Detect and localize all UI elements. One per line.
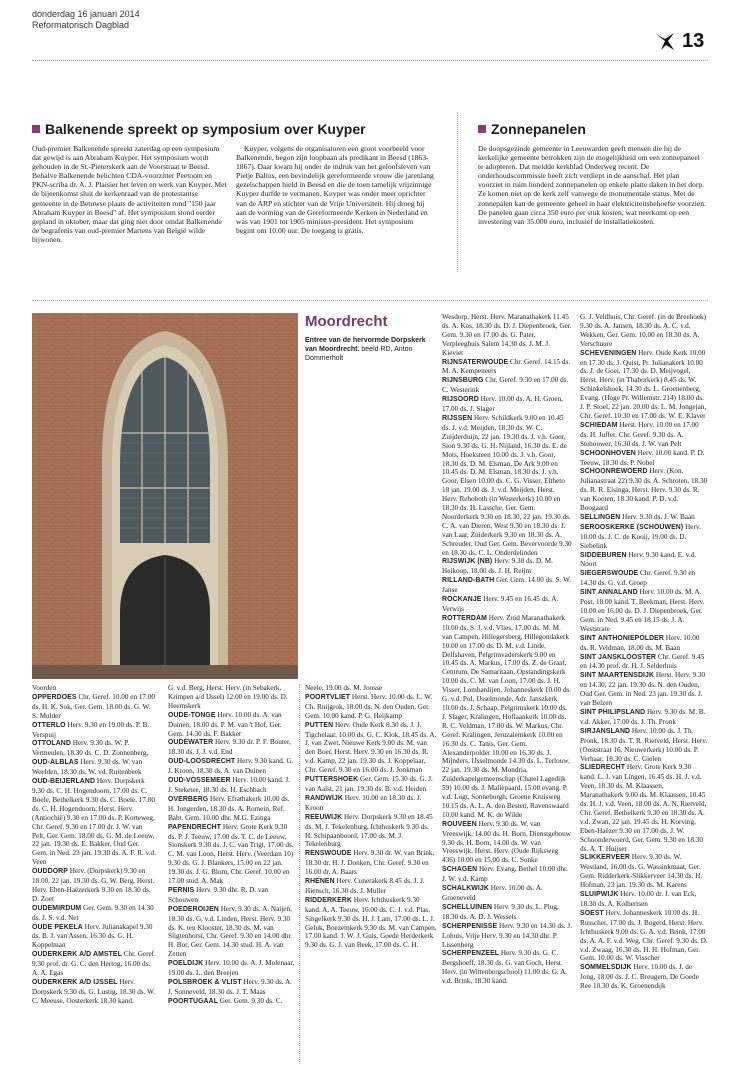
service-details: Herv. 10.00 ds. J. de Jong, 18.00 ds. J. C. Breugem, De Goede Ree 10.30 ds. K. Groenendijk bbox=[580, 963, 699, 991]
service-details: Herv. 10.00 en 18.30 ds. J. Kroon bbox=[305, 793, 422, 812]
church-listing-entry bbox=[442, 884, 572, 903]
church-listing-entry bbox=[442, 576, 572, 595]
church-listing-entry bbox=[442, 614, 572, 820]
church-listing-entry bbox=[580, 513, 708, 523]
listings-column-2 bbox=[168, 684, 296, 1064]
church-listing-entry bbox=[580, 449, 708, 468]
service-details: Herv. Evang. Bethel 10.00 dhr. J. W. v.d. Kamp bbox=[442, 865, 568, 884]
service-details: Chr. Geref. 9.30 en 14.30 ds. G. v.d. Groep bbox=[580, 569, 696, 588]
service-details: Herv. 9.30 ds. M. B. v.d. Akker, 17.00 ds. J. Th. Pronk bbox=[580, 707, 706, 726]
service-details: Herv. Oude Kerk 8.30 ds. J. J. Tigchelaar, 10.00 ds. G. C. Klok, 18.45 ds. A. J. van Zwet, Nieuwe Kerk 9.00 ds. M. van den Boer, Herst. Herv. 9.30 en 16.30 ds. R. v.d. Kamp, 22 jan. 19.30 ds. J. Koppelaar, Chr. Geref. 9.30 en 16.00 ds. J. Jonkman bbox=[305, 720, 437, 775]
place-name: SCHOONREWOERD bbox=[580, 468, 648, 476]
place-name: ROCKANJE bbox=[442, 596, 482, 604]
service-details: Herv. 9.45 en 16.45 ds. A. Verwijs bbox=[442, 595, 559, 613]
service-details: Herst. Herv. 10.00 en 17.00 ds. H. Juffer, Chr. Geref. 9.30 ds. A. Stehouwer, 16.30 ds. J. W. van Pelt bbox=[580, 420, 699, 448]
church-listing-entry bbox=[580, 763, 708, 853]
church-listing-entry bbox=[305, 877, 437, 896]
service-details: Herv. Efrathakerk 10.00 ds. H. Jongerden, 18.30 ds. A. Romein, Ref. Babt. Gem. 10.00 dhr. M.G. Ezinga bbox=[168, 794, 290, 822]
column-divider bbox=[299, 684, 300, 1064]
service-details: Chr. Geref. 14.15 ds. M. A. Kempeneers bbox=[442, 357, 571, 376]
listings-column-3 bbox=[305, 684, 437, 1064]
place-name: PUTTERSHOEK bbox=[305, 776, 359, 784]
photo-caption bbox=[305, 336, 435, 363]
church-listing-entry bbox=[32, 739, 156, 758]
place-name: SELLINGEN bbox=[580, 513, 621, 521]
church-listing-entry bbox=[305, 794, 437, 813]
church-listing-entry bbox=[168, 795, 296, 823]
place-name: POLSBROEK & VLIST bbox=[168, 979, 242, 986]
service-details: Chr. Geref. 9.30 prof. dr. G. C. den Hertog, 16.00 ds. A. A. Egas bbox=[32, 950, 156, 978]
place-name: SINT MAARTENSDIJK bbox=[580, 672, 655, 680]
moordrecht-title: Moordrecht bbox=[305, 313, 388, 330]
service-details: Herv. Schildkerk 9.00 en 10.45 ds. J. v.d. Meijden, 18.30 ds. W. C. Zuijderduijn, 22 jan. 19.30 ds. J. v.h. Goor, Sion 9.30 ds. G. H. Nijland, 16.30 ds. E. de Mots, Hoeksteen 10.00 ds. J. v.h. Goor, 18.30 ds. D. M. Elsman, De Ark 9.00 en 10.45 ds. D. M. Elsman, 18.30 ds. J. v.h. Goor, Elsen 10.00 ds. C. G. Visser, Eltheto 18 jan. 19.00 ds. J. v.d. Meijden, Herst. Herv. Rehoboth (in Westerkerk) 10.00 en 18.30 ds. H. Lassche, Ger. Gem. Noorderkerk 9.30 en 18.30, 22 jan. 19.30 ds. C. A. van Dieren, West 9.30 en 18.30 ds. J. van Laar, Zuiderkerk 9.30 en 18.30 ds. A. Schreuder, Oud Ger. Gem. Bevervoorde 9.30 en 18.30 ds. C. L. Onderdelinden bbox=[442, 413, 572, 557]
place-name: OUDERKERK A/D IJSSEL bbox=[32, 979, 118, 986]
service-details: Chr. Geref. 9.30 en 17.00 ds. C. Westerink bbox=[442, 376, 569, 395]
place-name: ROUVEEN bbox=[442, 820, 477, 828]
service-details: Ger. Gem. 9.30 ds. C. bbox=[219, 996, 283, 1005]
church-listing-entry bbox=[168, 978, 296, 997]
place-name: SCHIEDAM bbox=[580, 421, 618, 429]
church-listing-entry bbox=[305, 849, 437, 877]
church-listing-entry bbox=[168, 959, 296, 978]
church-listing-entry bbox=[442, 595, 572, 614]
church-listing-entry bbox=[580, 708, 708, 727]
place-name: RIJNSBURG bbox=[442, 377, 484, 385]
service-details: Herv. 9.30 dr. P. F. Bouter, 18.30 ds. J. J. v.d. End bbox=[168, 738, 291, 757]
kuyper-headline: Balkenende spreekt op symposium over Kuyper bbox=[32, 121, 366, 137]
church-listing-entry bbox=[580, 853, 708, 890]
place-name: SOMMELSDIJK bbox=[580, 964, 632, 972]
service-details: Ger. Gem. 9.30 en 14.30 ds. J. S. v.d. Net bbox=[32, 903, 154, 922]
issue-date: donderdag 16 januari 2014 bbox=[32, 9, 140, 19]
zonnepanelen-body bbox=[478, 144, 706, 226]
church-listing-entry bbox=[580, 421, 708, 449]
church-listing-entry bbox=[442, 358, 572, 377]
service-details: Herv. 9.30 en 19.00 ds. P. B. Verspuij bbox=[32, 720, 150, 739]
service-details: Herst. Herv. 9.30 en 14.30, 22 jan. 19.30 ds. N. den Ouden, Oud Ger. Gem. in Ned. 23 jan. 19.30 ds. J. van Belzen bbox=[580, 671, 706, 708]
place-name: OTTOLAND bbox=[32, 740, 71, 748]
church-listing-entry bbox=[305, 775, 437, 794]
header-rule bbox=[32, 60, 708, 61]
listings-column-1 bbox=[32, 684, 156, 1064]
place-name: OUDEMIRDUM bbox=[32, 904, 82, 912]
church-listing-entry bbox=[305, 813, 437, 850]
place-name: SCHALKWIJK bbox=[442, 885, 489, 893]
service-details: G. J. Veldhuis, Chr. Geref. (in de Breehoek) 9.30 ds. A. Jansen, 18.30 ds. A. C. v.d. Wekken, Ger. Gem. 10.00 en 18.30 ds. A. Verschuure bbox=[580, 313, 707, 348]
page-number: 13 bbox=[682, 30, 705, 52]
service-details: Neele, 19.00 ds. M. Joosse bbox=[305, 684, 383, 692]
service-details: Herv. 9.30 en 14.30 ds. J. Lohuis, Vrije Herv. 9.30 en 14.30 dhr. P. Lissenberg bbox=[442, 921, 572, 949]
church-listing-entry bbox=[580, 963, 708, 991]
church-listing-entry bbox=[442, 820, 572, 866]
church-listing-entry bbox=[580, 890, 708, 909]
church-listing-entry bbox=[32, 950, 156, 978]
service-details: Herv. Dorpskerk 9.30 ds. C. H. Hogendoorn, 17.00 ds. C. Boele, Bethelkerk 9.30 ds. C. Boele, 17.00 ds. C. H. Hogendoorn, Herst. Herv. (Antiochië) 9.30 en 17.00 ds. P. Korteweg, Chr. Geref. 9.30 en 17.00 dr. J. W. van Pelt, Ger. Gem. 18.00 ds. G. M. de Leeuw, 22 jan. 19.30 ds. E. Bakker, Oud Ger. Gem. in Ned. 23 jan. 19.30 ds. A. F. R. v.d. Veen bbox=[32, 777, 156, 867]
church-listing-entry bbox=[580, 467, 708, 513]
kuyper-paragraph-2: Kuyper, volgens de organisatoren een groot voorbeeld voor Balkenende, begon zijn loopbaan als predikant in Beesd (1863-1867). Daar kwam hij onder de indruk van het geloofsleven van Pietje Baltus, een bevindelijk gereformeerde vrouw die jarenlang gezelschappen hield in Beesd en die de toen tamelijk vrijzinnige Kuyper durfde te vermanen. Kuyper was onder meer oprichter van de ARP en stichter van de Vrije Universiteit. Hij droeg bij aan de vorming van de Gereformeerde Kerken in Nederland en was van 1901 tot 1905 minister-president. Het symposium begint om 10.00 uur. De toegang is gratis. bbox=[236, 144, 434, 235]
place-name: RIJNSATERWOUDE bbox=[442, 358, 509, 366]
church-listing-entry bbox=[32, 978, 156, 1006]
church-listing-entry bbox=[168, 711, 296, 739]
service-details: Herv. 9.30 ds. J. W. Baan bbox=[622, 512, 695, 521]
church-listing-entry bbox=[442, 922, 572, 950]
service-details: Herv. 9.30 ds. A. Naijen, 18.30 ds. G. v.d. Linden, Herst. Herv. 9.30 ds. K. ten Klooster, 18.30 ds. M. van Sligtenhorst, Chr. Geref. 9.30 en 14.00 dhr. H. Bor, Ger. Gem. 14.30 stud. H. A. van Zetten bbox=[168, 904, 293, 959]
caption-text: Entree van de hervormde Dorpskerk van Moordrecht. bbox=[305, 337, 426, 353]
church-listing-entry bbox=[442, 395, 572, 414]
church-listing-entry bbox=[442, 949, 572, 986]
place-name: SIDDEBUREN bbox=[580, 551, 627, 559]
place-name: RHENEN bbox=[305, 878, 335, 886]
listings-column-4 bbox=[442, 313, 572, 1063]
service-details: Ger. Gem. 15.30 ds. G. J. van Aalst, 21 jan. 19.30 ds. B. v.d. Heiden bbox=[305, 775, 433, 793]
church-listing-entry bbox=[580, 313, 708, 349]
place-name: RIJSOORD bbox=[442, 396, 479, 404]
place-name: SLIEDRECHT bbox=[580, 764, 626, 772]
service-details: Herv. 9.30 kand. E. v.d. Noort bbox=[580, 550, 697, 569]
place-name: RIJSSEN bbox=[442, 414, 473, 422]
service-details: Chr. Geref. 9.45 en 14.30 prof. dr. H. J. Selderhuis bbox=[580, 652, 705, 671]
place-name: SCHERPENZEEL bbox=[442, 950, 500, 958]
service-details: Herv. Grote Kerk 9.30 ds. P. J. Teeuw, 17.00 ds. T. C. de Leeuw, Sionskerk 9.30 ds. J. C. van Trigt, 17.00 ds. C. M. van Loon, Herst. Herv. (Veerdam 10) 9.30 ds. G. J. Blankers, 15.00 en 22 jan. 19.30 ds. J. G. Blom, Chr. Geref. 10.00 en 17.00 stud. A. Mak bbox=[168, 822, 294, 886]
place-name: SIEGERSWOUDE bbox=[580, 570, 639, 578]
service-details: Herv. Dorpskerk 9.30 ds. G. Lustig, 18.30 ds. W. C. Meeuse, Oosterkerk 18.30 kand. bbox=[32, 978, 155, 1005]
church-listing-entry bbox=[305, 693, 437, 721]
place-name: SCHAGEN bbox=[442, 866, 478, 874]
service-details: Herv. Dorpskerk 9.30 en 18.45 ds. M. J. Tekelenburg, Ichthuskerk 9.30 ds. H. Schipaanboord, 17.00 ds. M. J. Tekelenburg bbox=[305, 812, 433, 849]
place-name: SCHERPENISSE bbox=[442, 922, 498, 930]
place-name: ROTTERDAM bbox=[442, 614, 487, 622]
church-listing-entry bbox=[580, 909, 708, 963]
service-details: Herv. 9.30 ds. W. van Vreeswijk, 14.00 ds. H. Born, Dienstgebouw 9.30 ds. H. Born, 14.00 ds. W. van Vreeswijk, Herst. Herv. (Oude Rijksweg 436) 10.00 en 15.00 ds. C. Sonke bbox=[442, 819, 571, 865]
church-listing-entry bbox=[580, 569, 708, 588]
place-name: RILLAND-BATH bbox=[442, 577, 495, 585]
church-listing-entry bbox=[168, 886, 296, 905]
church-listing-entry bbox=[168, 905, 296, 959]
service-details: Herv. 9.30 dhr. R. D. van Schouwen bbox=[168, 885, 269, 904]
place-name: RIJSWIJK (NB) bbox=[442, 558, 493, 566]
service-details: Voorden bbox=[32, 684, 57, 692]
place-name: OUD-LOOSDRECHT bbox=[168, 758, 236, 766]
service-details: Chr. Geref. 10.00 en 17.00 ds. H. K. Sok, Ger. Gem. 18.00 ds. G. W. S. Mulder bbox=[32, 692, 156, 720]
place-name: SEROOSKERKE (SCHOUWEN) bbox=[580, 523, 684, 531]
service-details: Ger. Gem. 14.00 ds. S. W. Janse bbox=[442, 576, 572, 595]
church-listing-entry bbox=[442, 376, 572, 395]
church-listing-entry bbox=[305, 721, 437, 775]
place-name: OUDDORP bbox=[32, 868, 68, 876]
church-listing-entry bbox=[32, 721, 156, 740]
service-details: Herv. 9.30 ds. D. M. Heikoop, 18.00 ds. J. H. Reijm bbox=[442, 557, 553, 576]
service-details: Herv. (Kon. Julianastraat 22) 9.30 ds. A. Schroten, 18.30 ds. R. R. Eisinga, Herst. Herv. 9.30 ds. R. van Kooten, 18.30 kand. P. D. v.d. Boogaard bbox=[580, 467, 708, 513]
church-listing-entry bbox=[580, 653, 708, 672]
service-details: Herv. Grote Kerk 9.30 kand. L. J. van Lingen, 16.45 ds. H. J. v.d. Veen, 18.30 ds. M. Klaassen, Maranathakerk 9.00 ds. M. Klaassen, 10.45 ds. H. J. v.d. Veen, 18.00 ds. A. N. Rietveld, Chr. Geref. Bethelkerk 9.30 en 18.30 ds. A. v.d. Zwan, 22 jan. 19.45 ds. H. Korving, Eben-Haëzer 9.30 en 17.00 ds. J. W. Schoonderwoerd, Ger. Gem. 9.30 en 18.30 ds. A. T. Huijser bbox=[580, 763, 707, 853]
place-name: PERNIS bbox=[168, 886, 195, 894]
service-details: Herv. 9.30 ds. L. Plug, 18.30 ds. A. D. J. Wessels bbox=[442, 902, 559, 921]
place-name: SINT ANTHONIEPOLDER bbox=[580, 634, 664, 642]
church-listing-entry bbox=[168, 757, 296, 776]
service-details: Herv. 10.00 ds. A. J. Molenaar, 19.00 ds. L. den Breejen bbox=[168, 959, 295, 978]
place-name: SIRJANSLAND bbox=[580, 727, 631, 735]
church-listing-entry bbox=[305, 684, 437, 693]
place-name: OTTERLO bbox=[32, 721, 66, 729]
service-details: Herv. 9.30 ds. A. J. Sonneveld, 18.30 ds. J. T. Maas bbox=[168, 978, 292, 996]
place-name: POORTUGAAL bbox=[168, 997, 218, 1005]
church-listing-entry bbox=[442, 414, 572, 558]
place-name: SCHELLUINEN bbox=[442, 903, 493, 911]
listings-column-5 bbox=[580, 313, 708, 1063]
place-name: OUDE-TONGE bbox=[168, 711, 216, 719]
place-name: OPPERDOES bbox=[32, 693, 77, 701]
church-listing-entry bbox=[168, 738, 296, 757]
zonnepanelen-headline: Zonnepanelen bbox=[478, 121, 586, 137]
service-details: Herv. 10.00 ds. A. Groeneveld bbox=[442, 884, 543, 902]
church-listing-entry bbox=[32, 693, 156, 721]
place-name: OUDE PEKELA bbox=[32, 923, 83, 931]
service-details: Herv. Johanneskerk 10.00 ds. H. Russcher, 17.00 ds. J. Bogerd, Herst. Herv. Ichthuskerk 9.00 ds. G. A. v.d. Brink, 17.00 ds. A. A. F. v.d. Weg, Chr. Geref. 9.30 ds. D. v.d. Zwaag, 16.30 ds. H. H. Hofman, Ger. Gem. 10.00 ds. W. Visscher bbox=[580, 908, 708, 963]
service-details: Herv. 10.00 ds. A. H. Groen, 17.00 ds. J. Slager bbox=[442, 395, 563, 414]
kuyper-paragraph-1: Oud-premier Balkenende spreekt zaterdag op een symposium dat gewijd is aan Abraham Kuyper. Het symposium wordt gehouden in de St.-Pieterskerk aan de Voorstraat te Beesd. Behalve Balkenende belichten CDA-voorzitter Peetoom en PKN-scriba dr. A. J. Plaisier het leven en werk van Kuyper. Met de bijeenkomst sluit de kerkenraad van de protestantse gemeente in de Betuwse plaats de activiteiten rond "150 jaar Abraham Kuyper in Beesd" af. Het symposium stond eerder gepland in oktober, maar dat ging niet door omdat Balkenende de begrafenis van oud-premier Martens van België wilde bijwonen. bbox=[32, 144, 227, 244]
service-details: Herv. 10.00 ds. J. Th. Pronk, 18.30 ds. T. R. Rietveld, Herst. Herv. (Ooststraat 16, Nieuwerkerk) 10.00 ds. P. Verhaar, 18.30 ds. C. Gielen bbox=[580, 726, 708, 763]
place-name: SLIKKERVEER bbox=[580, 854, 630, 862]
service-details: Herv. 10.00 ds. A. van Duinen, 18.00 ds. P. M. van 't Hof, Ger. Gem. 14.30 ds. F. Bakker bbox=[168, 710, 282, 738]
service-details: Herv. 9.30 ds. W. Westland, 16.00 ds. G. Wassinkmaat, Ger. Gem. Ridderkerk-Slikkerveer 14.30 ds. H. Hofman, 23 jan. 19.30 ds. M. Karens bbox=[580, 853, 703, 890]
service-details: Wesdorp, Herst. Herv. Maranathakerk 11.45 ds. A. Kos, 18.30 ds. D. J. Diepenbroek, Ger. Gem. 9.30 en 17.00 ds. G. Pater, Verpleeghuis Salem 14.30 ds. J. M. J. Kieviet bbox=[442, 313, 572, 357]
church-listing-entry bbox=[168, 823, 296, 886]
newspaper-logo-icon bbox=[654, 30, 676, 52]
church-listing-entry bbox=[32, 923, 156, 951]
service-details: Herv. 10.00 kand. J. J. Steketee, 18.30 ds. H. Eschbach bbox=[168, 776, 290, 794]
zonnepanelen-paragraph: De doopsgezinde gemeente in Leeuwarden geeft mensen die bij de kerkelijke gemeente betrokken zijn de mogelijkheid om een zonnepaneel te adopteren. Dat meldde kerkblad Onderweg recent. De onderhoudscommissie heeft zich verdiept in de aanschaf. Het plan voorziet in ruim honderd zonnepanelen op enkele platte daken in het dorp. Ze komen niet op de kerk zelf vanwege de monumentale status. Met de zonnepalen kan de gemeente geheel in haar elektriciteitsbehoefte voorzien. De panelen gaan circa 350 euro per stuk kosten, wat neerkomt op een investering van 35.000 euro, inclusief de installatiekosten. bbox=[478, 144, 706, 226]
church-listing-entry bbox=[305, 896, 437, 950]
church-listing-entry bbox=[442, 865, 572, 884]
place-name: OUD-ALBLAS bbox=[32, 759, 79, 767]
place-name: RANDWIJK bbox=[305, 794, 343, 802]
place-name: POELDIJK bbox=[168, 960, 204, 968]
service-details: Herv. 10.00 ds. R. Veldman, 18.00 ds. M. Baan bbox=[580, 633, 700, 652]
section-marker-icon bbox=[478, 125, 486, 133]
service-details: Herv. Zuid Maranathakerk 10.00 ds. S. J. v.d. Vlies, 17.00 ds. M. M. van Campen, Hillegersberg, Hillegondakerk 10.00 en 17.00 ds. D. M. v.d. Linde, Delfshaven, Pelgrimvaderskerk 9.00 en 10.45 ds. A. Markus, 17.00 ds. Z. de Graaf, Centrum, De Samaritaan, Opstandingskerk 10.00 ds. C. M. van Loon, 17.00 ds. J. H. Visser, Lombardijen, Johanneskerk 10.00 ds. G. v.d. Pol, IJsselmonde, Adr. Janszkerk 10.00 ds. J. Schaap, Pelgrimskerk 10.00 ds. J. Slager, Kralingen, Hoflaankerk 10.00 ds. R. C. Veldman, 17.00 ds. W. Markus, Chr. Geref. Kralingen, Jeruzalemkerk 10.00 en 16.30 ds. C. Tanis, Ger. Gem. Alexanderpolder 10.00 en 16.30 ds. J. Mijnders, IJsselmonde 14.30 ds. L. Terlouw, 22 jan. 19.30 ds. M. Mondria, Zuiderkapelgemeenschap (Chatel Lagedijk 59) 10.00 ds. J. Maliepaard, 15.00 evang. P. v.d. Lugt, Sonneburgh, Groene Kruisweg 10.15 ds. A. L. A. den Besten, Ravenswaard 10.00 kand. M. K. de Wilde bbox=[442, 613, 572, 819]
service-details: Herst. Herv. 10.00 ds. L. W. Ch. Ruijgrok, 18.00 ds. N. den Ouden, Ger. Gem. 10.00 kand. P. G. Heijkamp bbox=[305, 692, 433, 720]
church-listing-entry bbox=[442, 903, 572, 922]
section-marker-icon bbox=[32, 125, 40, 133]
church-listing-entry bbox=[168, 776, 296, 795]
place-name: SCHOONHOVEN bbox=[580, 449, 636, 457]
service-details: Herv. Julianakapel 9.30 ds. B. J. van Assen, 16.30 ds. G. H. Koppelman bbox=[32, 922, 153, 950]
place-name: OVERBERG bbox=[168, 795, 209, 803]
place-name: PUTTEN bbox=[305, 721, 334, 729]
service-details: Herv. 10.00 ds. J. C. de Kooij, 19.00 ds. D. Siebelink bbox=[580, 522, 701, 550]
place-name: PAPENDRECHT bbox=[168, 823, 222, 831]
service-details: G. v.d. Berg, Herst. Herv. (in Sebakerk, Krimpen a/d IJssel) 12.00 en 19.00 ds. D. Heemskerk bbox=[168, 684, 288, 710]
service-details: Herv. (Dorpskerk) 9.30 en 18.00, 22 jan. 19.30 ds. G. W. Berg, Herst. Herv. Eben-Haëzerkerk 9.30 en 18.30 ds. D. Zoet bbox=[32, 867, 155, 903]
place-name: OUDERKERK A/D AMSTEL bbox=[32, 951, 122, 959]
section-divider bbox=[32, 300, 708, 301]
church-entrance-photo bbox=[32, 313, 298, 679]
place-name: POORTVLIET bbox=[305, 693, 351, 701]
church-listing-entry bbox=[580, 634, 708, 653]
service-details: Herv. 9.30 dr. W. van Brink, 18.30 dr. H. J. Donken, Chr. Geref. 9.30 en 16.00 dr. A. Baars bbox=[305, 849, 435, 877]
place-name: SLUIPWIJK bbox=[580, 891, 619, 899]
service-details: Herv. 10.00 dr. J. van Eck, 18.30 ds. A. Kolbertsen bbox=[580, 890, 697, 908]
place-name: SCHEVENINGEN bbox=[580, 349, 637, 357]
service-details: Herv. 9.30 kand. G. J. Kroon, 18.30 ds. A. van Duinen bbox=[168, 757, 294, 776]
church-listing-entry bbox=[442, 557, 572, 576]
place-name: OUD-BEIJERLAND bbox=[32, 778, 96, 786]
church-listing-entry bbox=[580, 523, 708, 551]
church-listing-entry bbox=[32, 904, 156, 923]
church-listing-entry bbox=[580, 727, 708, 764]
newspaper-name: Reformatorisch Dagblad bbox=[32, 20, 130, 30]
service-details: Herv. Oude Kerk 10.00 en 17.30 ds. J. Quist, Pr. Julianakerk 10.00 ds. J. de Goei, 17.30 ds. D. Meijvogel, Herst. Herv. (in Thaborkerk) 8.45 ds. W. Schinkelshoek, 14.30 ds. L. Groenenberg, Evang. (Hoge Pr. Willemstr. 214) 18.00 ds. J. P. Stoel, 22 jan. 20.00 ds. L. M. Jongejan, Chr. Geref. 10.30 en 17.00 ds. W. E. Klaver bbox=[580, 348, 707, 420]
church-listing-entry bbox=[32, 867, 156, 904]
church-listing-entry bbox=[168, 997, 296, 1007]
church-listing-entry bbox=[32, 758, 156, 777]
place-name: OUD-VOSSEMEER bbox=[168, 777, 231, 785]
church-listing-entry bbox=[442, 313, 572, 358]
service-details: Herv. 9.30 ds. W. van Weelden, 18.30 ds. W. vd. Ruitenbeek bbox=[32, 758, 143, 777]
kuyper-column-2 bbox=[236, 144, 434, 235]
church-listing-entry bbox=[580, 588, 708, 634]
service-details: Herv. Cunerakerk 8.45 ds. J. J. Hiensch, 16.30 ds. J. Muller bbox=[305, 877, 425, 895]
church-listing-entry bbox=[580, 671, 708, 708]
place-name: REEUWIJK bbox=[305, 813, 343, 821]
place-name: SINT ANNALAND bbox=[580, 589, 638, 597]
place-name: RENSWOUDE bbox=[305, 850, 352, 858]
service-details: Herv. 9.30 ds. G. C. Bergshoeff, 18.30 ds. G. van Goch, Herst. Herv. (in Wittenbergschool) 11.00 ds. G. A. v.d. Brink, 18.30 kand. bbox=[442, 949, 568, 986]
service-details: Herv. 10.00 ds. M. A. Post, 18.00 kand. T. Beekman, Herst. Herv. 10.00 en 16.00 ds. D. J. Diepenbroek, Ger. Gem. in Ned. 9.45 en 18.15 ds. J. A. Weststrate bbox=[580, 588, 705, 633]
church-listing-entry bbox=[580, 551, 708, 570]
place-name: POEDEROIJEN bbox=[168, 905, 219, 913]
church-listing-entry bbox=[32, 777, 156, 867]
place-name: SINT PHILIPSLAND bbox=[580, 708, 646, 716]
service-details: Herv. 10.00 kand. P. D. Teeuw, 18.30 ds. P. Nobel bbox=[580, 448, 705, 467]
place-name: SOEST bbox=[580, 909, 604, 917]
place-name: SINT JANSKLOOSTER bbox=[580, 653, 656, 661]
column-divider bbox=[457, 112, 458, 272]
photo-credit: beeld RD, Anton Dommerholt bbox=[305, 346, 413, 362]
place-name: OUDEWATER bbox=[168, 739, 214, 747]
service-details: Herv. Ichthuskerk 9.30 kand. A. A. Teeuw, 16.00 ds. C. J. v.d. Plas, Singelkerk 9.30 ds. H. J. Lam, 17.00 ds. L. J. Geluk, Boezemkerk 9.30 ds. M. van Campen, 17.00 kand. J. W. J. Guis, Goede Herderkerk 9.30 ds. G. J. van Beek, 17.00 ds. C. H. bbox=[305, 895, 437, 950]
kuyper-column-1 bbox=[32, 144, 228, 244]
place-name: RIDDERKERK bbox=[305, 896, 352, 904]
service-details: Herv. 9.30 ds. W. P. Vermeulen, 18.30 ds. C. D. Zonnenberg, bbox=[32, 739, 149, 758]
church-listing-entry bbox=[168, 684, 296, 711]
church-listing-entry bbox=[32, 684, 156, 693]
church-listing-entry bbox=[580, 349, 708, 421]
